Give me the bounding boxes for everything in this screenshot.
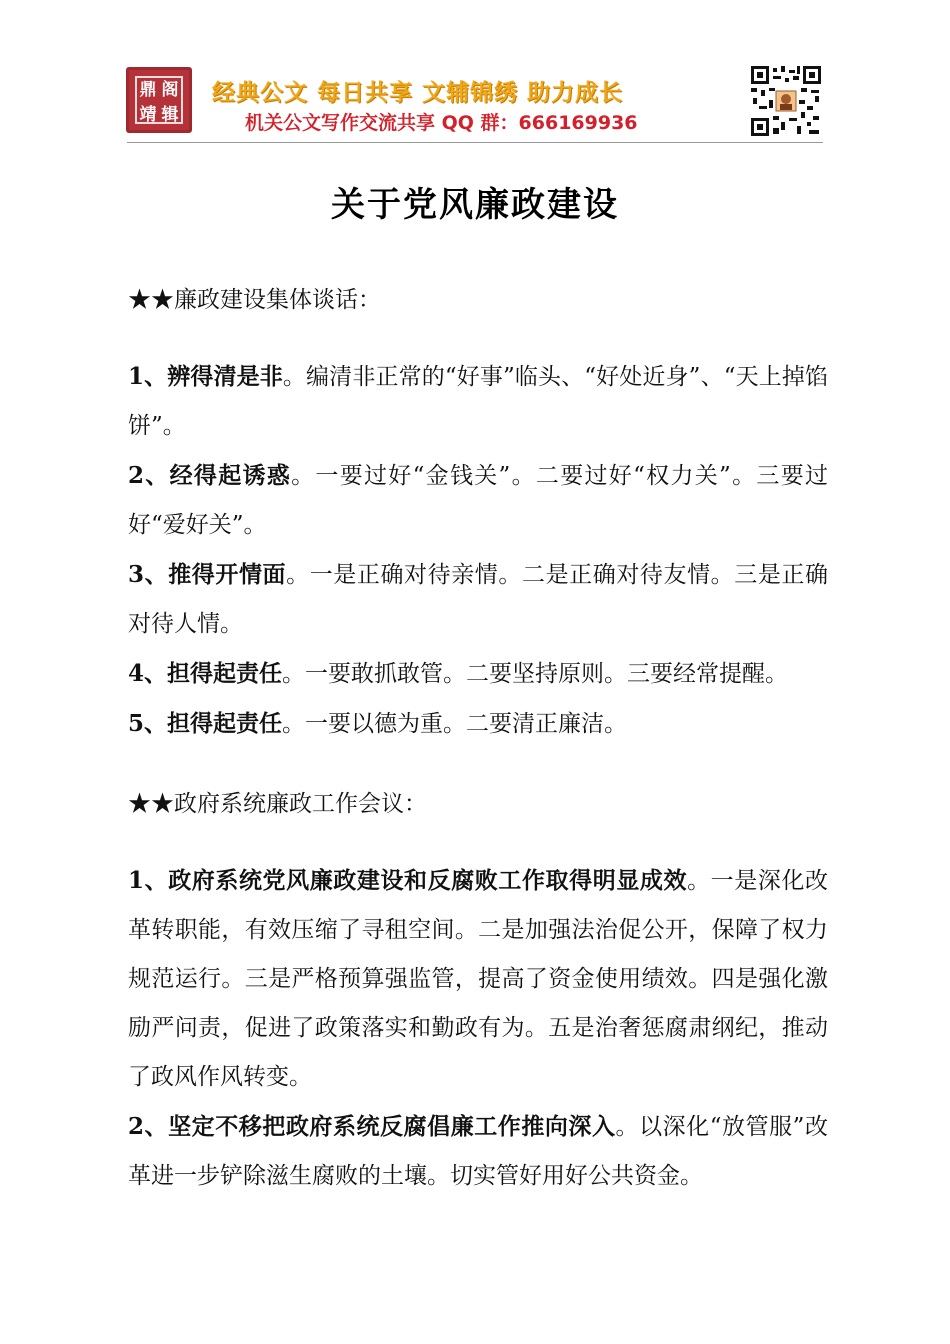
item-text: 。编清非正常的“好事”临头、“好处近身”、“天上掉馅饼”。 xyxy=(128,364,828,439)
list-item xyxy=(128,451,828,550)
section-heading: ★★政府系统廉政工作会议： xyxy=(128,791,427,817)
item-lead: 担得起责任 xyxy=(167,710,283,737)
item-number: 3、 xyxy=(128,561,169,588)
list-item xyxy=(128,1102,828,1201)
item-text: 。一要以德为重。二要清正廉洁。 xyxy=(282,711,628,737)
item-text: 。一是深化改革转职能，有效压缩了寻租空间。二是加强法治促公开，保障了权力规范运行。三是严格预算强监管，提高了资金使用绩效。四是强化激励严问责，促进了政策落实和勤政有为。五是治奢惩腐肃纲纪，推动了政风作风转变。 xyxy=(128,868,829,1090)
document-body xyxy=(128,276,828,1201)
qr-code-icon xyxy=(751,66,821,136)
item-lead: 推得开情面 xyxy=(168,561,287,588)
list-item xyxy=(128,352,828,451)
item-lead: 坚定不移把政府系统反腐倡廉工作推向深入 xyxy=(168,1113,616,1140)
logo-char: 辑 xyxy=(161,105,179,125)
item-lead: 政府系统党风廉政建设和反腐败工作取得明显成效 xyxy=(168,867,688,894)
list-item xyxy=(128,699,828,749)
list-item xyxy=(128,856,828,1102)
item-number: 2、 xyxy=(128,1113,169,1140)
document-title: 关于党风廉政建设 xyxy=(331,184,619,225)
logo-char: 阁 xyxy=(161,80,179,100)
item-number: 2、 xyxy=(128,462,170,489)
item-text: 。一要过好“金钱关”。二要过好“权力关”。三要过好“爱好关”。 xyxy=(128,463,828,538)
list-item xyxy=(128,550,828,649)
header-qq-group: 机关公文写作交流共享 QQ 群：666169936 xyxy=(245,112,638,134)
item-number: 1、 xyxy=(128,867,169,894)
item-number: 1、 xyxy=(128,363,168,390)
item-number: 4、 xyxy=(128,660,168,687)
header-divider xyxy=(127,142,823,143)
item-text: 。以深化“放管服”改革进一步铲除滋生腐败的土壤。切实管好用好公共资金。 xyxy=(128,1114,828,1189)
item-number: 5、 xyxy=(128,710,168,737)
item-lead: 担得起责任 xyxy=(167,660,283,687)
header-slogan: 经典公文 每日共享 文辅锦绣 助力成长 xyxy=(212,80,624,106)
logo-char: 鼎 xyxy=(139,80,157,100)
logo-seal xyxy=(135,76,183,124)
list-item xyxy=(128,649,828,699)
section-heading: ★★廉政建设集体谈话： xyxy=(128,287,381,313)
item-text: 。一是正确对待亲情。二是正确对待友情。三是正确对待人情。 xyxy=(128,562,829,637)
logo-char: 靖 xyxy=(139,105,157,125)
item-lead: 经得起诱惑 xyxy=(169,462,292,489)
logo xyxy=(126,67,192,133)
item-text: 。一要敢抓敢管。二要坚持原则。三要经常提醒。 xyxy=(282,661,789,687)
item-lead: 辨得清是非 xyxy=(167,363,283,390)
